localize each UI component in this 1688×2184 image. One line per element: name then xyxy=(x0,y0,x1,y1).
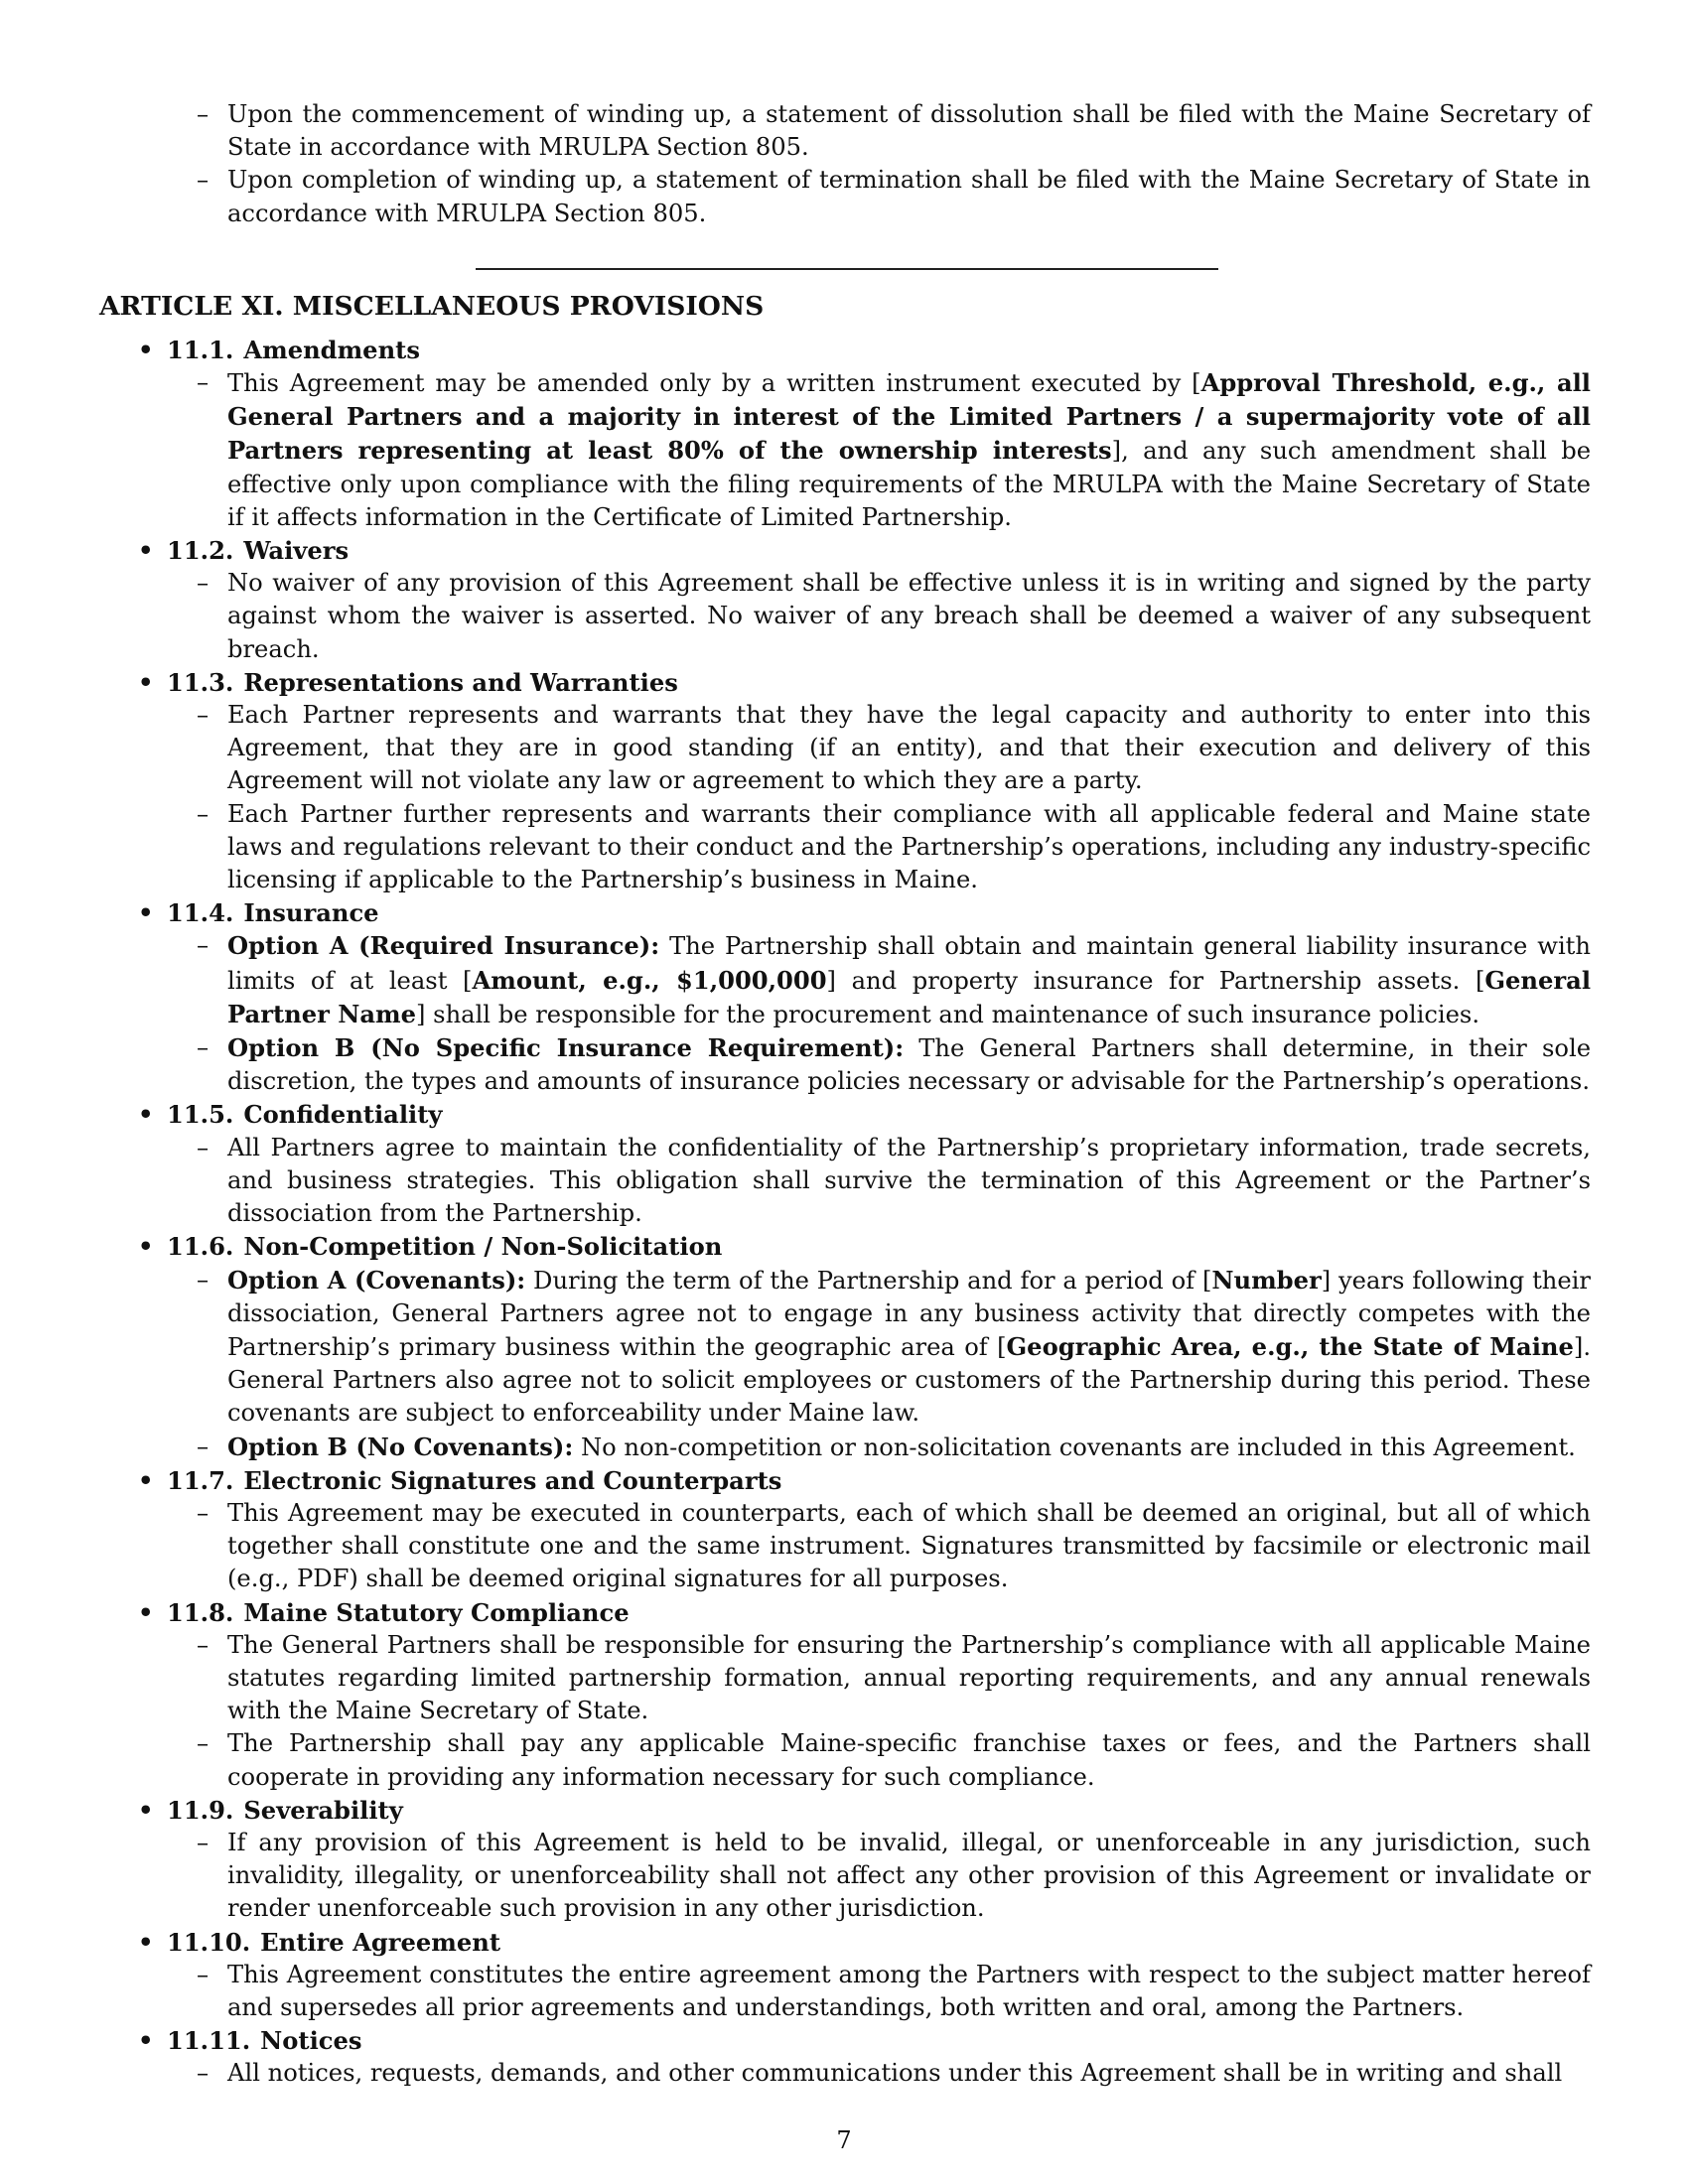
section-title: Non-Competition / Non-Solicitation xyxy=(243,1232,723,1262)
clause-list xyxy=(167,567,1591,666)
section-title: Waivers xyxy=(243,536,350,566)
list-item xyxy=(227,929,1591,1031)
section-title: Electronic Signatures and Counterparts xyxy=(243,1465,782,1495)
clause-list xyxy=(167,366,1591,534)
section-number: 11.5. xyxy=(167,1100,234,1130)
clause-text: ] years following their dissociation, General Partners agree not to engage in any business activity that directly competes with the Partnership’s primary business within the geographic area of [ xyxy=(227,1266,1591,1361)
section-number: 11.8. xyxy=(167,1597,234,1627)
section-number: 11.2. xyxy=(167,536,234,566)
section-11-1 xyxy=(167,334,1591,534)
section-number: 11.3. xyxy=(167,667,234,697)
list-item xyxy=(227,1431,1591,1464)
section-number: 11.11. xyxy=(167,2026,251,2056)
list-item xyxy=(227,1031,1591,1098)
list-item xyxy=(227,1264,1591,1431)
section-title: Amendments xyxy=(243,335,420,364)
clause-list xyxy=(167,1959,1591,2024)
section-heading xyxy=(167,1926,1591,1959)
section-number: 11.6. xyxy=(167,1232,234,1262)
section-number: 11.7. xyxy=(167,1465,234,1495)
section-title: Insurance xyxy=(243,898,379,928)
section-heading xyxy=(167,1464,1591,1497)
section-heading xyxy=(167,1230,1591,1263)
list-item: – Upon completion of winding up, a statement of termination shall be filed with the Maine Secretary of State in accordance with MRULPA Section 805. xyxy=(227,164,1591,229)
article-heading: ARTICLE XI. MISCELLANEOUS PROVISIONS xyxy=(99,290,765,322)
horizontal-rule xyxy=(476,268,1218,270)
section-heading xyxy=(167,1596,1591,1629)
option-label: Option A (Required Insurance): xyxy=(227,931,660,961)
placeholder-field: Number xyxy=(1211,1265,1322,1295)
list-item: – All notices, requests, demands, and other communications under this Agreement shall be in writing and shall xyxy=(227,2057,1591,2090)
section-title: Entire Agreement xyxy=(260,1927,501,1957)
section-heading xyxy=(167,666,1591,699)
clause-text: No non-competition or non-solicitation covenants are included in this Agreement. xyxy=(573,1433,1576,1461)
list-item: – The Partnership shall pay any applicable Maine-specific franchise taxes or fees, and the Partners shall cooperate in providing any information necessary for such compliance. xyxy=(227,1727,1591,1793)
section-heading xyxy=(167,534,1591,567)
list-item xyxy=(227,366,1591,534)
list-item: – This Agreement may be executed in counterparts, each of which shall be deemed an original, but all of which together shall constitute one and the same instrument. Signatures transmitted by facsimile or electronic mail (e.g., PDF) shall be deemed original signatures for all purposes. xyxy=(227,1497,1591,1596)
clause-text: The General Partners shall determine, in their sole discretion, the types and amounts of insurance policies necessary or advisable for the Partnership’s operations. xyxy=(227,1034,1592,1096)
clause-list xyxy=(167,1827,1591,1926)
clause-text: ]. General Partners also agree not to solicit employees or customers of the Partnership during this period. These covenants are subject to enforceability under Maine law. xyxy=(227,1332,1592,1428)
section-11-8 xyxy=(167,1596,1591,1794)
list-item: – The General Partners shall be responsible for ensuring the Partnership’s compliance with all applicable Maine statutes regarding limited partnership formation, annual reporting requirements, and any annual renewals with the Maine Secretary of State. xyxy=(227,1629,1591,1728)
placeholder-field: Geographic Area, e.g., the State of Maine xyxy=(1006,1331,1574,1361)
section-number: 11.9. xyxy=(167,1795,234,1825)
section-11-9 xyxy=(167,1794,1591,1926)
section-title: Notices xyxy=(260,2026,362,2056)
clause-text: ], and any such amendment shall be effective only upon compliance with the filing requirements of the MRULPA with the Maine Secretary of State if it affects information in the Certificate of Limited Partnership. xyxy=(227,437,1592,531)
clause-list xyxy=(167,2057,1591,2090)
clause-list xyxy=(167,699,1591,896)
list-item: – All Partners agree to maintain the confidentiality of the Partnership’s proprietary information, trade secrets, and business strategies. This obligation shall survive the termination of this Agreement or the Partner’s dissociation from the Partnership. xyxy=(227,1132,1591,1231)
placeholder-field: General Partner Name xyxy=(227,965,1592,1028)
clause-list xyxy=(167,1132,1591,1231)
section-title: Confidentiality xyxy=(243,1100,443,1130)
clause-list xyxy=(167,1497,1591,1596)
section-heading xyxy=(167,2024,1591,2057)
clause-text: ] and property insurance for Partnership assets. [ xyxy=(826,966,1485,995)
list-item: – Upon the commencement of winding up, a statement of dissolution shall be filed with the Maine Secretary of State in accordance with MRULPA Section 805. xyxy=(227,98,1591,164)
clause-text: The Partnership shall obtain and maintain general liability insurance with limits of at least [ xyxy=(227,932,1591,995)
section-11-5 xyxy=(167,1098,1591,1230)
section-11-3 xyxy=(167,666,1591,896)
section-11-11 xyxy=(167,2024,1591,2090)
list-item: – No waiver of any provision of this Agreement shall be effective unless it is in writing and signed by the party against whom the waiver is asserted. No waiver of any breach shall be deemed a waiver of any subsequent breach. xyxy=(227,567,1591,666)
clause-text: This Agreement may be amended only by a written instrument executed by [ xyxy=(227,369,1201,398)
section-heading xyxy=(167,334,1591,366)
option-label: Option B (No Specific Insurance Requirement): xyxy=(227,1033,905,1063)
page-number: 7 xyxy=(836,2126,852,2154)
section-11-10 xyxy=(167,1926,1591,2025)
list-item: – Each Partner represents and warrants that they have the legal capacity and authority to enter into this Agreement, that they are in good standing (if an entity), and that their execution and delivery of this Agreement will not violate any law or agreement to which they are a party. xyxy=(227,699,1591,798)
list-item: – Each Partner further represents and warrants their compliance with all applicable federal and Maine state laws and regulations relevant to their conduct and the Partnership’s operations, including any industry-specific licensing if applicable to the Partnership’s business in Maine. xyxy=(227,798,1591,897)
section-title: Representations and Warranties xyxy=(243,667,678,697)
section-list xyxy=(99,334,1591,2091)
section-heading xyxy=(167,896,1591,929)
list-item: – If any provision of this Agreement is held to be invalid, illegal, or unenforceable in any jurisdiction, such invalidity, illegality, or unenforceability shall not affect any other provision of this Agreement or invalidate or render unenforceable such provision in any other jurisdiction. xyxy=(227,1827,1591,1926)
section-number: 11.10. xyxy=(167,1927,251,1957)
clause-text: During the term of the Partnership and for a period of [ xyxy=(525,1266,1212,1295)
section-11-7 xyxy=(167,1464,1591,1596)
section-number: 11.4. xyxy=(167,898,234,928)
clause-list xyxy=(167,1264,1591,1464)
list-item: – This Agreement constitutes the entire agreement among the Partners with respect to the subject matter hereof and supersedes all prior agreements and understandings, both written and oral, among the Partners. xyxy=(227,1959,1591,2024)
placeholder-field: Approval Threshold, e.g., all General Partners and a majority in interest of the Limited Partners / a supermajority vote of all Partners representing at least 80% of the ownership interests xyxy=(227,368,1591,466)
option-label: Option A (Covenants): xyxy=(227,1265,526,1295)
section-heading xyxy=(167,1794,1591,1827)
placeholder-field: Amount, e.g., $1,000,000 xyxy=(472,965,827,995)
section-heading xyxy=(167,1098,1591,1131)
option-label: Option B (No Covenants): xyxy=(227,1432,574,1461)
clause-list xyxy=(167,1629,1591,1794)
document-page xyxy=(99,98,1591,2091)
section-title: Severability xyxy=(243,1795,403,1825)
prelude-list xyxy=(99,98,1591,230)
section-11-4 xyxy=(167,896,1591,1098)
clause-text: ] shall be responsible for the procurement and maintenance of such insurance policies. xyxy=(416,1000,1480,1028)
clause-list xyxy=(167,929,1591,1098)
section-11-6 xyxy=(167,1230,1591,1463)
section-number: 11.1. xyxy=(167,335,234,364)
section-title: Maine Statutory Compliance xyxy=(243,1597,630,1627)
section-11-2 xyxy=(167,534,1591,666)
